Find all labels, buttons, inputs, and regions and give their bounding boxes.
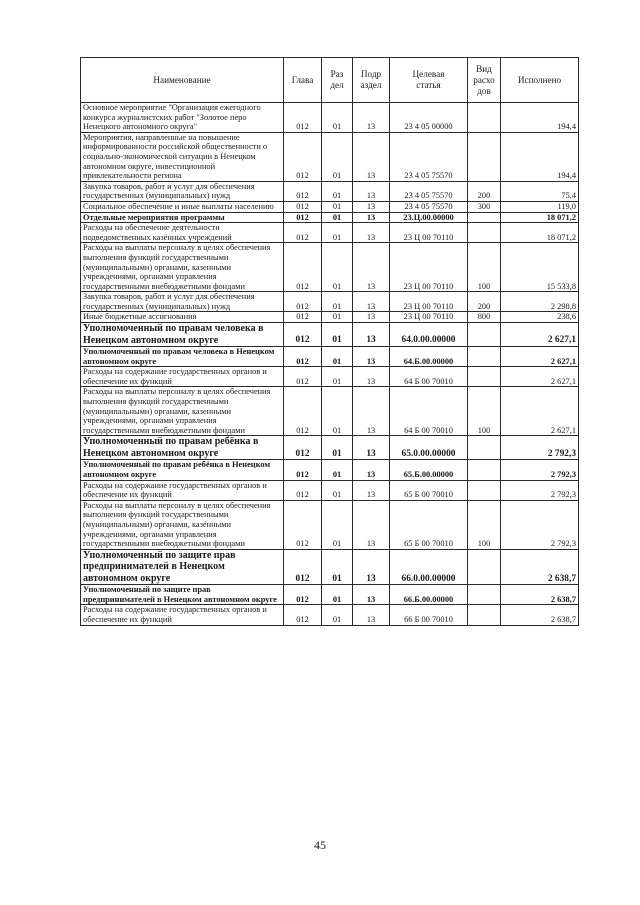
- cell-razdel: 01: [322, 480, 353, 500]
- cell-glava: 012: [284, 323, 322, 347]
- cell-glava: 012: [284, 549, 322, 585]
- cell-name: Уполномоченный по правам ребёнка в Ненецком автономном округе: [81, 460, 284, 480]
- cell-podrazdel: 13: [353, 103, 390, 133]
- table-row: [81, 436, 579, 460]
- cell-razdel: 01: [322, 103, 353, 133]
- cell-podrazdel: 13: [353, 292, 390, 312]
- cell-name: Мероприятия, направленные на повышение информированности российской общественности о социально-экономической ситуации в Ненецком автономном округе, инвестиционной привлекательности региона: [81, 132, 284, 181]
- cell-amount: 15 533,8: [501, 243, 579, 292]
- cell-podrazdel: 13: [353, 312, 390, 323]
- table-row: [81, 347, 579, 367]
- cell-vid: [468, 605, 501, 625]
- cell-name: Закупка товаров, работ и услуг для обеспечения государственных (муниципальных) нужд: [81, 292, 284, 312]
- cell-vid: 200: [468, 292, 501, 312]
- header-podrazdel: Подр аздел: [353, 58, 390, 103]
- cell-vid: [468, 223, 501, 243]
- cell-target: 65.0.00.00000: [390, 436, 468, 460]
- cell-razdel: 01: [322, 387, 353, 436]
- cell-glava: 012: [284, 312, 322, 323]
- cell-vid: [468, 323, 501, 347]
- table-body: [81, 103, 579, 626]
- cell-amount: 238,6: [501, 312, 579, 323]
- table-row: [81, 312, 579, 323]
- cell-name: Расходы на выплаты персоналу в целях обеспечения выполнения функций государственными (муниципальными) органами, казенными учреждениями, органами управления государственными внебюджетными фондами: [81, 243, 284, 292]
- cell-name: Уполномоченный по правам человека в Ненецком автономном округе: [81, 323, 284, 347]
- cell-podrazdel: 13: [353, 500, 390, 549]
- budget-table: [80, 57, 579, 626]
- cell-glava: 012: [284, 480, 322, 500]
- header-amount: Исполнено: [501, 58, 579, 103]
- cell-razdel: 01: [322, 436, 353, 460]
- cell-vid: 200: [468, 181, 501, 201]
- cell-vid: [468, 460, 501, 480]
- cell-podrazdel: 13: [353, 323, 390, 347]
- table-row: [81, 323, 579, 347]
- cell-name: Расходы на выплаты персоналу в целях обеспечения выполнения функций государственными (муниципальными) органами, казёнными учреждениями, органами управления государственными внебюджетными фондами: [81, 500, 284, 549]
- cell-podrazdel: 13: [353, 605, 390, 625]
- cell-name: Расходы на выплаты персоналу в целях обеспечения выполнения функций государственными (муниципальными) органами, казенными учреждениями, органами управления государственными внебюджетными фондами: [81, 387, 284, 436]
- cell-target: 23 4 05 75570: [390, 132, 468, 181]
- cell-podrazdel: 13: [353, 212, 390, 223]
- cell-podrazdel: 13: [353, 585, 390, 605]
- cell-podrazdel: 13: [353, 436, 390, 460]
- cell-glava: 012: [284, 103, 322, 133]
- cell-glava: 012: [284, 132, 322, 181]
- table-row: [81, 549, 579, 585]
- header-razdel: Раз дел: [322, 58, 353, 103]
- cell-target: 23 Ц 00 70110: [390, 243, 468, 292]
- cell-glava: 012: [284, 201, 322, 212]
- cell-podrazdel: 13: [353, 480, 390, 500]
- cell-amount: 2 792,3: [501, 460, 579, 480]
- cell-amount: 2 792,3: [501, 480, 579, 500]
- cell-target: 64 Б 00 70010: [390, 367, 468, 387]
- cell-razdel: 01: [322, 323, 353, 347]
- cell-name: Отдельные мероприятия программы: [81, 212, 284, 223]
- table-row: [81, 223, 579, 243]
- cell-amount: 18 071,2: [501, 212, 579, 223]
- cell-razdel: 01: [322, 549, 353, 585]
- cell-target: 23 Ц 00 70110: [390, 223, 468, 243]
- table-row: [81, 292, 579, 312]
- table-row: [81, 605, 579, 625]
- cell-amount: 2 627,1: [501, 347, 579, 367]
- cell-vid: 100: [468, 387, 501, 436]
- cell-vid: [468, 212, 501, 223]
- cell-vid: [468, 103, 501, 133]
- cell-target: 65 Б 00 70010: [390, 480, 468, 500]
- table-row: [81, 460, 579, 480]
- table-row: [81, 181, 579, 201]
- cell-target: 23 Ц 00 70110: [390, 312, 468, 323]
- cell-razdel: 01: [322, 223, 353, 243]
- cell-vid: [468, 132, 501, 181]
- cell-name: Закупка товаров, работ и услуг для обеспечения государственных (муниципальных) нужд: [81, 181, 284, 201]
- cell-glava: 012: [284, 585, 322, 605]
- cell-glava: 012: [284, 292, 322, 312]
- cell-vid: [468, 480, 501, 500]
- cell-vid: 100: [468, 243, 501, 292]
- cell-name: Расходы на обеспечение деятельности подведомственных казённых учреждений: [81, 223, 284, 243]
- cell-podrazdel: 13: [353, 347, 390, 367]
- cell-target: 65 Б 00 70010: [390, 500, 468, 549]
- cell-vid: 300: [468, 201, 501, 212]
- header-glava: Глава: [284, 58, 322, 103]
- cell-razdel: 01: [322, 181, 353, 201]
- table-row: [81, 500, 579, 549]
- table-row: [81, 212, 579, 223]
- cell-vid: [468, 436, 501, 460]
- cell-razdel: 01: [322, 243, 353, 292]
- cell-razdel: 01: [322, 347, 353, 367]
- table-row: [81, 243, 579, 292]
- cell-vid: 100: [468, 500, 501, 549]
- cell-razdel: 01: [322, 460, 353, 480]
- cell-razdel: 01: [322, 212, 353, 223]
- cell-podrazdel: 13: [353, 549, 390, 585]
- cell-razdel: 01: [322, 500, 353, 549]
- cell-target: 23.Ц.00.00000: [390, 212, 468, 223]
- cell-amount: 2 627,1: [501, 387, 579, 436]
- cell-name: Уполномоченный по правам ребёнка в Ненецком автономном округе: [81, 436, 284, 460]
- cell-razdel: 01: [322, 292, 353, 312]
- cell-amount: 2 792,3: [501, 500, 579, 549]
- cell-vid: [468, 367, 501, 387]
- cell-glava: 012: [284, 460, 322, 480]
- header-vid: Вид расхо дов: [468, 58, 501, 103]
- cell-target: 23 4 05 75570: [390, 201, 468, 212]
- cell-glava: 012: [284, 223, 322, 243]
- table-header-row: [81, 58, 579, 103]
- cell-vid: [468, 585, 501, 605]
- cell-podrazdel: 13: [353, 367, 390, 387]
- header-target: Целевая статья: [390, 58, 468, 103]
- cell-amount: 2 627,1: [501, 367, 579, 387]
- cell-name: Уполномоченный по защите прав предпринимателей в Ненецком автономном округе: [81, 585, 284, 605]
- cell-razdel: 01: [322, 132, 353, 181]
- header-name: Наименование: [81, 58, 284, 103]
- cell-glava: 012: [284, 181, 322, 201]
- cell-name: Социальное обеспечение и иные выплаты населению: [81, 201, 284, 212]
- table-row: [81, 367, 579, 387]
- cell-target: 66 Б 00 70010: [390, 605, 468, 625]
- cell-glava: 012: [284, 500, 322, 549]
- cell-target: 65.Б.00.00000: [390, 460, 468, 480]
- cell-glava: 012: [284, 347, 322, 367]
- cell-podrazdel: 13: [353, 223, 390, 243]
- cell-glava: 012: [284, 367, 322, 387]
- cell-podrazdel: 13: [353, 387, 390, 436]
- cell-name: Уполномоченный по защите прав предпринимателей в Ненецком автономном округе: [81, 549, 284, 585]
- cell-glava: 012: [284, 605, 322, 625]
- cell-target: 23 4 05 00000: [390, 103, 468, 133]
- cell-name: Расходы на содержание государственных органов и обеспечение их функций: [81, 605, 284, 625]
- table-row: [81, 585, 579, 605]
- cell-razdel: 01: [322, 605, 353, 625]
- cell-vid: [468, 549, 501, 585]
- cell-amount: 2 638,7: [501, 585, 579, 605]
- cell-podrazdel: 13: [353, 460, 390, 480]
- table-row: [81, 132, 579, 181]
- table-row: [81, 387, 579, 436]
- cell-amount: 119,0: [501, 201, 579, 212]
- cell-vid: 800: [468, 312, 501, 323]
- cell-podrazdel: 13: [353, 181, 390, 201]
- cell-glava: 012: [284, 243, 322, 292]
- cell-amount: 2 638,7: [501, 605, 579, 625]
- cell-amount: 194,4: [501, 132, 579, 181]
- cell-target: 66.Б.00.00000: [390, 585, 468, 605]
- table-row: [81, 103, 579, 133]
- cell-razdel: 01: [322, 312, 353, 323]
- cell-amount: 18 071,2: [501, 223, 579, 243]
- cell-glava: 012: [284, 436, 322, 460]
- cell-name: Уполномоченный по правам человека в Ненецком автономном округе: [81, 347, 284, 367]
- cell-amount: 2 792,3: [501, 436, 579, 460]
- cell-target: 64.Б.00.00000: [390, 347, 468, 367]
- cell-name: Расходы на содержание государственных органов и обеспечение их функций: [81, 480, 284, 500]
- table-row: [81, 480, 579, 500]
- cell-razdel: 01: [322, 367, 353, 387]
- cell-razdel: 01: [322, 585, 353, 605]
- cell-name: Иные бюджетные ассигнования: [81, 312, 284, 323]
- cell-target: 23 Ц 00 70110: [390, 292, 468, 312]
- cell-vid: [468, 347, 501, 367]
- cell-amount: 2 638,7: [501, 549, 579, 585]
- cell-podrazdel: 13: [353, 243, 390, 292]
- cell-amount: 75,4: [501, 181, 579, 201]
- cell-target: 23 4 05 75570: [390, 181, 468, 201]
- cell-glava: 012: [284, 387, 322, 436]
- cell-target: 64 Б 00 70010: [390, 387, 468, 436]
- cell-podrazdel: 13: [353, 201, 390, 212]
- document-page: [80, 57, 578, 626]
- cell-podrazdel: 13: [353, 132, 390, 181]
- cell-amount: 194,4: [501, 103, 579, 133]
- cell-target: 64.0.00.00000: [390, 323, 468, 347]
- cell-glava: 012: [284, 212, 322, 223]
- cell-target: 66.0.00.00000: [390, 549, 468, 585]
- cell-name: Расходы на содержание государственных органов и обеспечение их функций: [81, 367, 284, 387]
- page-number: 45: [314, 838, 326, 852]
- cell-amount: 2 298,8: [501, 292, 579, 312]
- cell-razdel: 01: [322, 201, 353, 212]
- cell-amount: 2 627,1: [501, 323, 579, 347]
- table-row: [81, 201, 579, 212]
- cell-name: Основное мероприятие "Организация ежегодного конкурса журналистских работ "Золотое перо Ненецкого автономного округа": [81, 103, 284, 133]
